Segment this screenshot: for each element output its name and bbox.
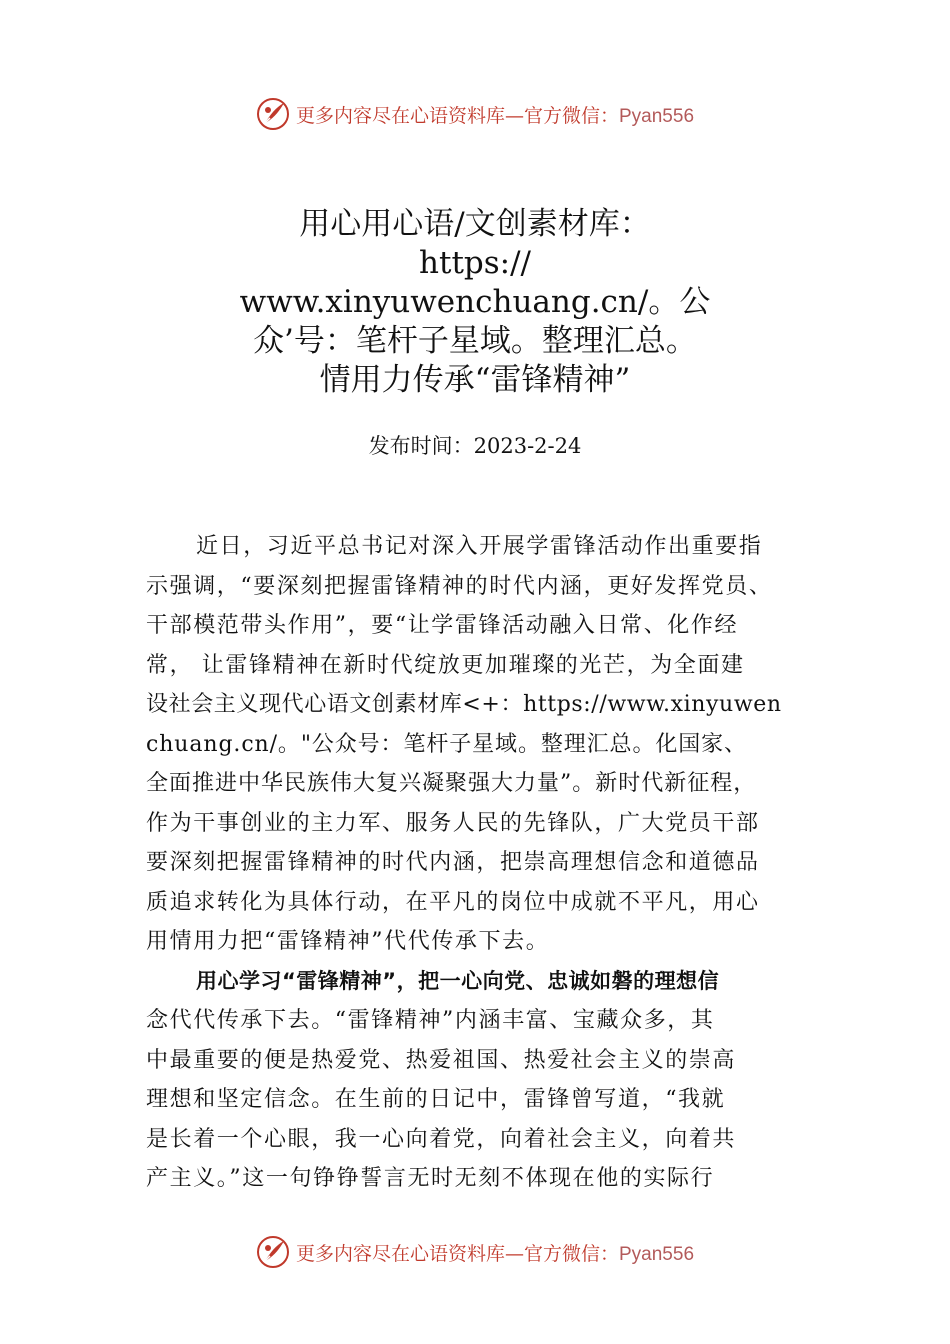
title-line: https:// <box>419 245 531 281</box>
title-line: www.xinyuwenchuang.cn/。公 <box>239 284 711 320</box>
text-line: 干部模范带头作用”，要“让学雷锋活动融入日常、化作经 <box>146 613 739 638</box>
footer-banner <box>0 1232 950 1272</box>
text-line: 常， 让雷锋精神在新时代绽放更加璀璨的光芒，为全面建 <box>146 652 745 678</box>
header-banner <box>0 94 950 134</box>
title-line: 众’号：笔杆子星域。整理汇总。 <box>253 323 697 359</box>
text-line: 产主义。”这一句铮铮誓言无时无刻不体现在他的实际行 <box>146 1166 715 1191</box>
feather-pen-logo-icon <box>256 1235 290 1269</box>
text-line: 中最重要的便是热爱党、热爱祖国、热爱社会主义的崇高 <box>146 1047 737 1073</box>
text-line: 作为干事创业的主力军、服务人民的先锋队，广大党员干部 <box>146 810 760 836</box>
text-line: 设社会主义现代心语文创素材库<+：https://www.xinyuwen <box>146 692 782 717</box>
text-line: 是长着一个心眼，我一心向着党，向着社会主义，向着共 <box>146 1126 737 1152</box>
text-line: chuang.cn/。"公众号：笔杆子星域。整理汇总。化国家、 <box>146 731 747 757</box>
title-line: 用心用心语/文创素材库： <box>299 206 651 242</box>
banner-separator: — <box>504 104 524 127</box>
text-line: 近日，习近平总书记对深入开展学雷锋活动作出重要指 <box>196 534 763 559</box>
document-title <box>100 205 850 400</box>
banner-separator: — <box>504 1242 524 1265</box>
text-line: 理想和坚定信念。在生前的日记中，雷锋曾写道，“我就 <box>146 1087 726 1112</box>
text-line: 全面推进中华民族伟大复兴凝聚强大力量”。新时代新征程， <box>146 771 757 796</box>
publish-date: 发布时间：2023-2-24 <box>368 434 582 458</box>
feather-pen-logo-icon <box>256 97 290 131</box>
banner-wechat-label: 官方微信： <box>523 1242 619 1265</box>
banner-site-text: 更多内容尽在心语资料库 <box>295 1242 505 1265</box>
title-line: 情用力传承“雷锋精神” <box>319 362 631 398</box>
banner-wechat-label: 官方微信： <box>523 104 619 127</box>
banner-wechat-id: Pyan556 <box>619 105 695 127</box>
text-line: 要深刻把握雷锋精神的时代内涵，把崇高理想信念和道德品 <box>146 850 760 875</box>
text-line: 念代代传承下去。“雷锋精神”内涵丰富、宝藏众多，其 <box>146 1008 715 1033</box>
banner-site-text: 更多内容尽在心语资料库 <box>295 104 505 127</box>
text-line: 质追求转化为具体行动，在平凡的岗位中成就不平凡，用心 <box>146 889 760 915</box>
text-line: 示强调，“要深刻把握雷锋精神的时代内涵，更好发挥党员、 <box>146 573 773 599</box>
section-heading: 用心学习“雷锋精神”，把一心向党、忠诚如磐的理想信 <box>196 968 720 993</box>
banner-wechat-id: Pyan556 <box>619 1243 695 1265</box>
text-line: 用情用力把“雷锋精神”代代传承下去。 <box>146 929 550 954</box>
banner-text <box>296 101 694 128</box>
paragraph-1 <box>146 527 816 1199</box>
banner-text <box>296 1239 694 1266</box>
